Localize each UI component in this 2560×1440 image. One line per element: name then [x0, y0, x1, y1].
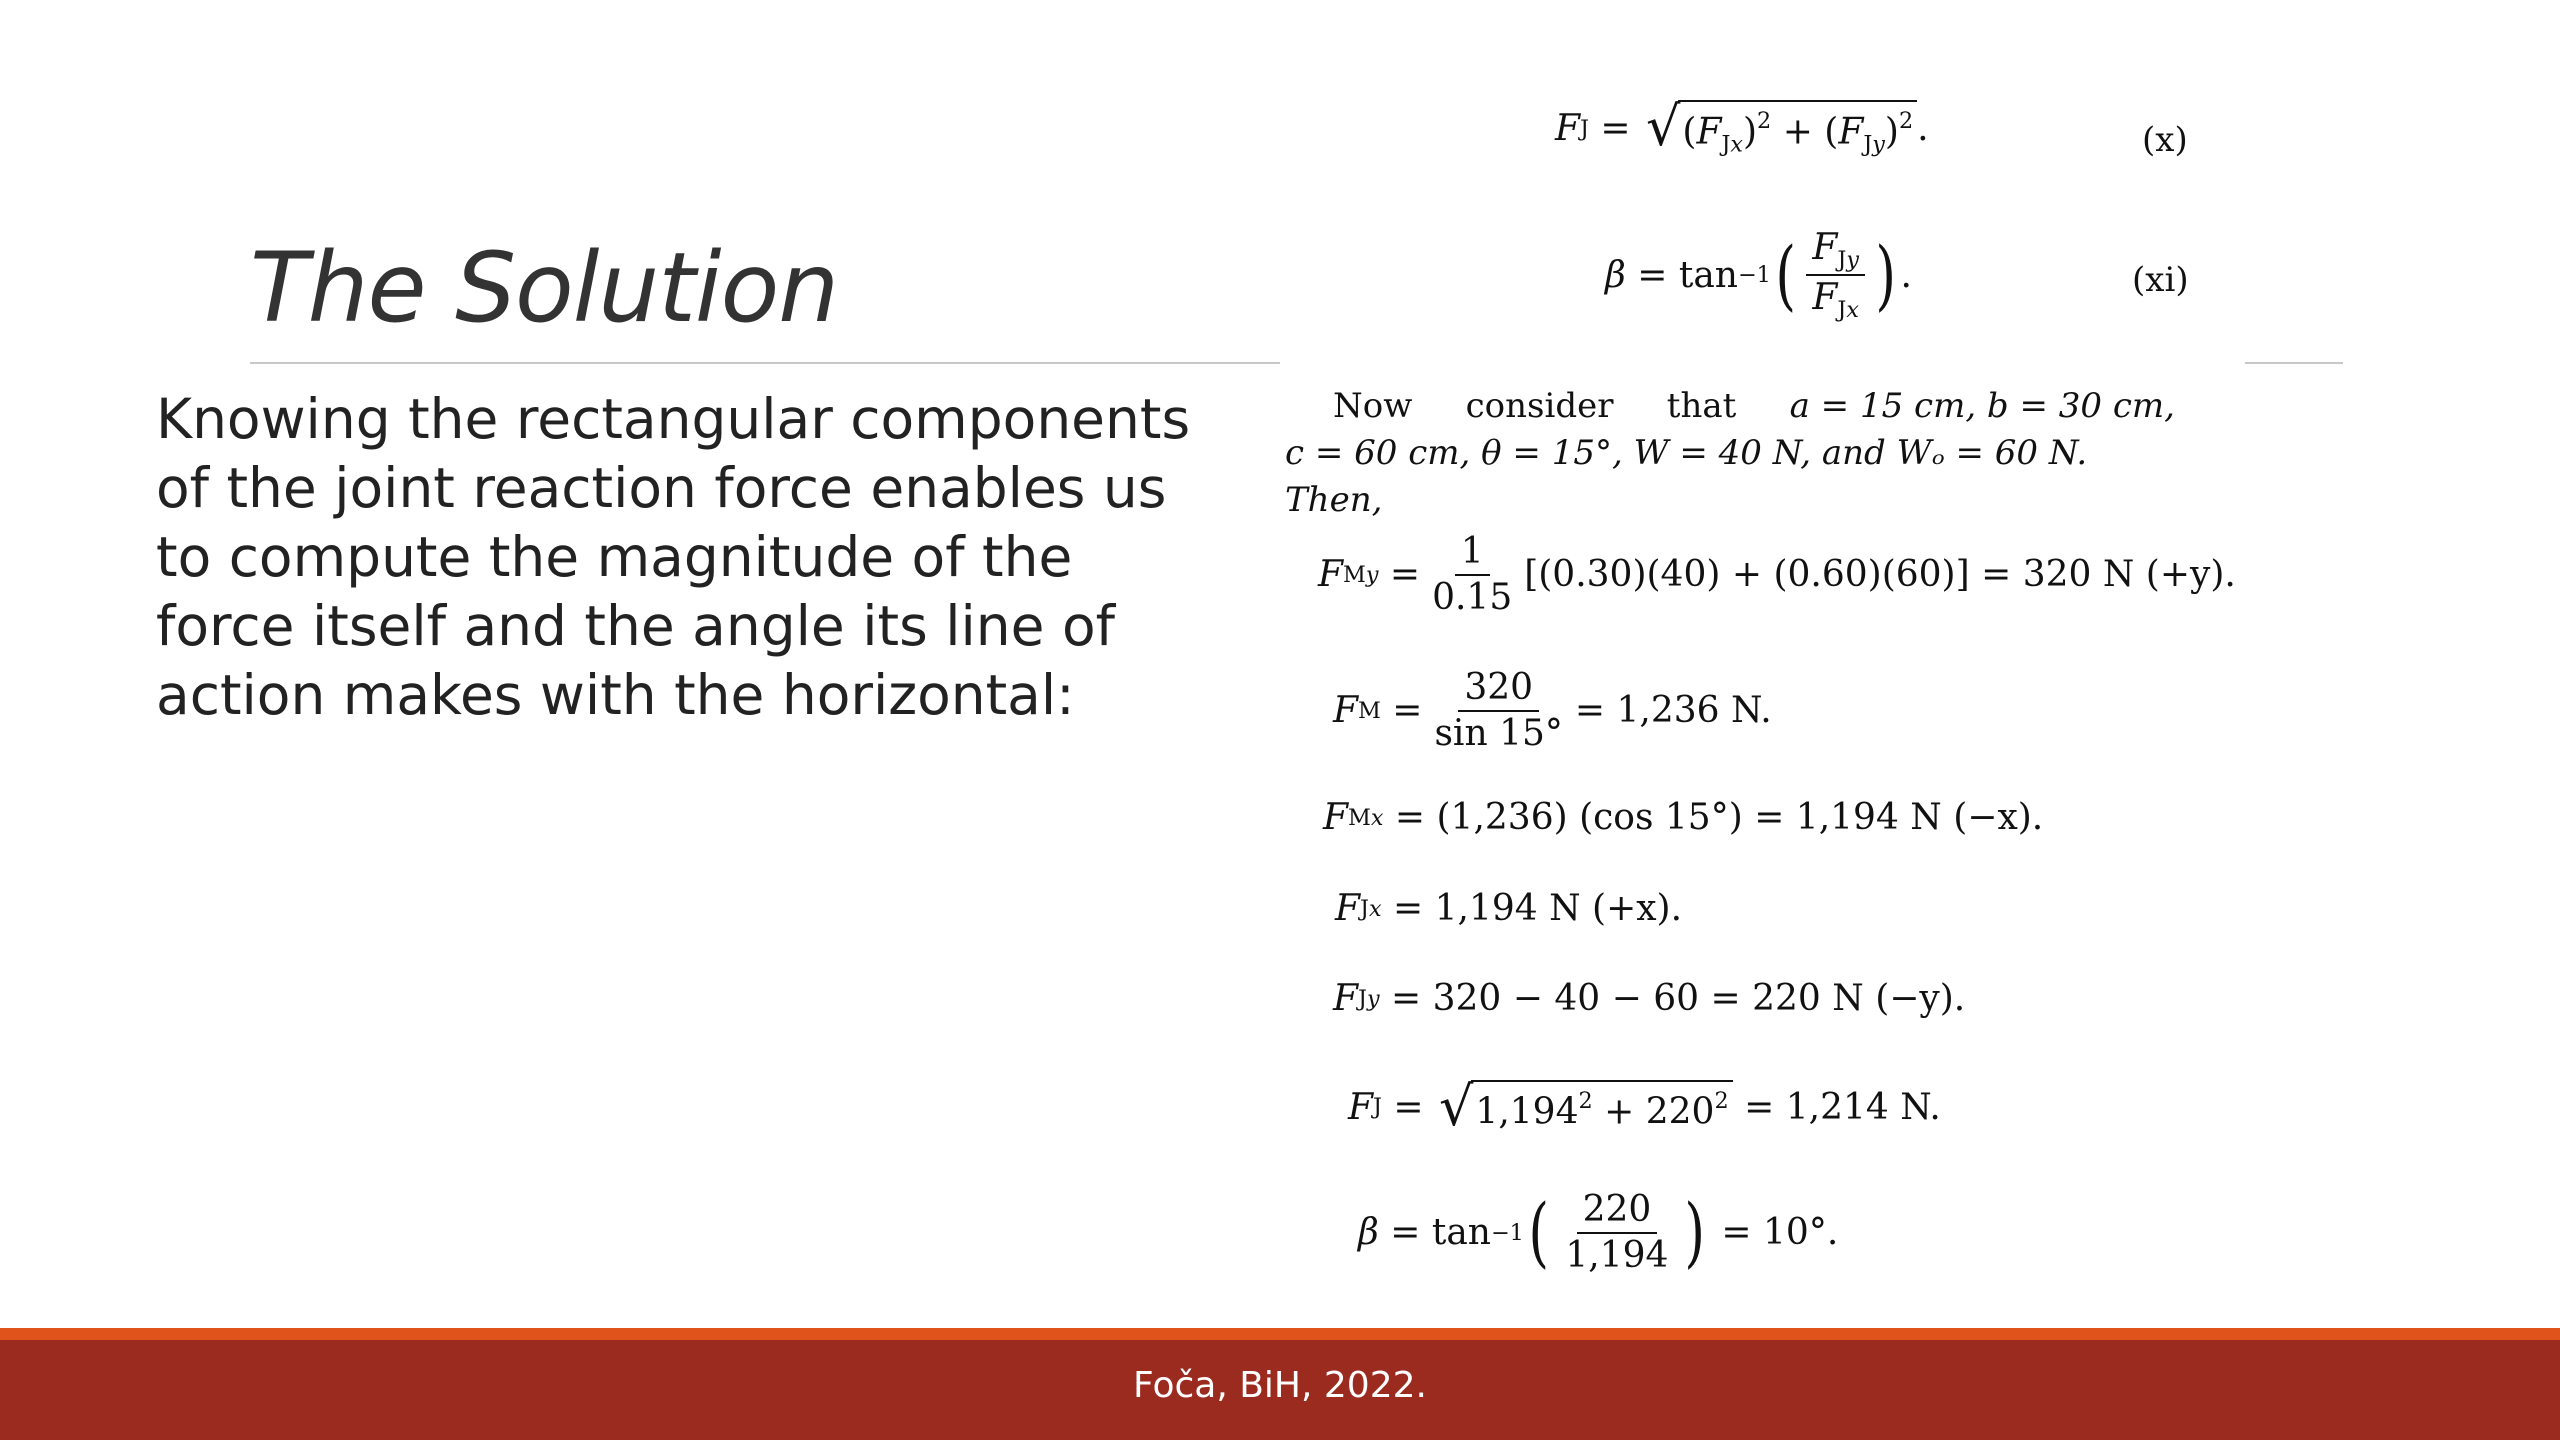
given-values-line1: a = 15 cm, b = 30 cm,: [1789, 386, 2175, 426]
beta-rhs: = 10°.: [1721, 1212, 1839, 1254]
equation-x: F J = √ $(F_{Jx})^2 + (F_{Jy})^2$ .: [1555, 95, 1929, 158]
given-values-line2: c = 60 cm, θ = 15°, W = 40 N, and Wₒ = 60 N. Then,: [1285, 433, 2088, 520]
equation-x-number: (x): [2142, 120, 2188, 160]
title-divider: [250, 362, 1280, 364]
equation-fj-numeric: F J = √ $1,194^2 + 220^2$ = 1,214 N.: [1348, 1075, 1941, 1138]
slide-title: The Solution: [250, 232, 839, 344]
fm-denominator: sin 15°: [1434, 712, 1563, 754]
sqrt-symbol: √ $(F_{Jx})^2 + (F_{Jy})^2$: [1646, 100, 1917, 157]
fmx-rhs: = (1,236) (cos 15°) = 1,194 N (−x).: [1394, 797, 2044, 838]
equation-fjy: F Jy = 320 − 40 − 60 = 220 N (−y).: [1333, 978, 1966, 1019]
given-values-paragraph: [1285, 383, 2175, 524]
footer-stripe: [0, 1328, 2560, 1340]
fm-numerator: 320: [1458, 668, 1539, 712]
slide-body-text: Knowing the rectangular components of the joint reaction force enables us to compute the magnitude of the force itself and the angle its line of action makes with the horizontal:: [156, 387, 1191, 727]
equation-xi-number: (xi): [2132, 260, 2189, 300]
fmy-denominator: 0.15: [1432, 576, 1513, 618]
fjy-rhs: = 320 − 40 − 60 = 220 N (−y).: [1391, 978, 1966, 1019]
equation-fmx: F Mx = (1,236) (cos 15°) = 1,194 N (−x).: [1323, 797, 2044, 838]
footer-text: Foča, BiH, 2022.: [1133, 1365, 1427, 1406]
fm-rhs: = 1,236 N.: [1574, 690, 1772, 732]
fmy-rhs: [(0.30)(40) + (0.60)(60)] = 320 N (+y).: [1524, 554, 2236, 596]
equation-fjx: F Jx = 1,194 N (+x).: [1335, 888, 1683, 929]
equation-fm: F M = $\frac{320}{\sin 15^\circ}$ = 1,236 N.: [1333, 667, 1772, 754]
word-now: Now: [1333, 386, 1413, 426]
fj-rhs: = 1,214 N.: [1744, 1086, 1941, 1128]
fjx-rhs: = 1,194 N (+x).: [1392, 888, 1683, 929]
fmy-numerator: 1: [1455, 532, 1490, 576]
beta-denominator: 1,194: [1565, 1234, 1669, 1276]
equation-xi: β = tan −1 ( $\frac{F_{Jy}}{F_{Jx}}$ ) .: [1605, 227, 1912, 324]
word-that: that: [1666, 386, 1737, 426]
equation-beta-numeric: β = tan −1 ( $\frac{220}{1,194}$ ) = 10°.: [1358, 1187, 1839, 1276]
title-divider-right: [2245, 362, 2343, 364]
word-consider: consider: [1465, 386, 1614, 426]
equation-fmy: F My = $\frac{1}{0.15}$ [(0.30)(40) + (0.60)(60)] = 320 N (+y).: [1318, 531, 2236, 618]
beta-numerator: 220: [1577, 1190, 1658, 1234]
sqrt-symbol-numeric: √ $1,194^2 + 220^2$: [1439, 1080, 1733, 1134]
